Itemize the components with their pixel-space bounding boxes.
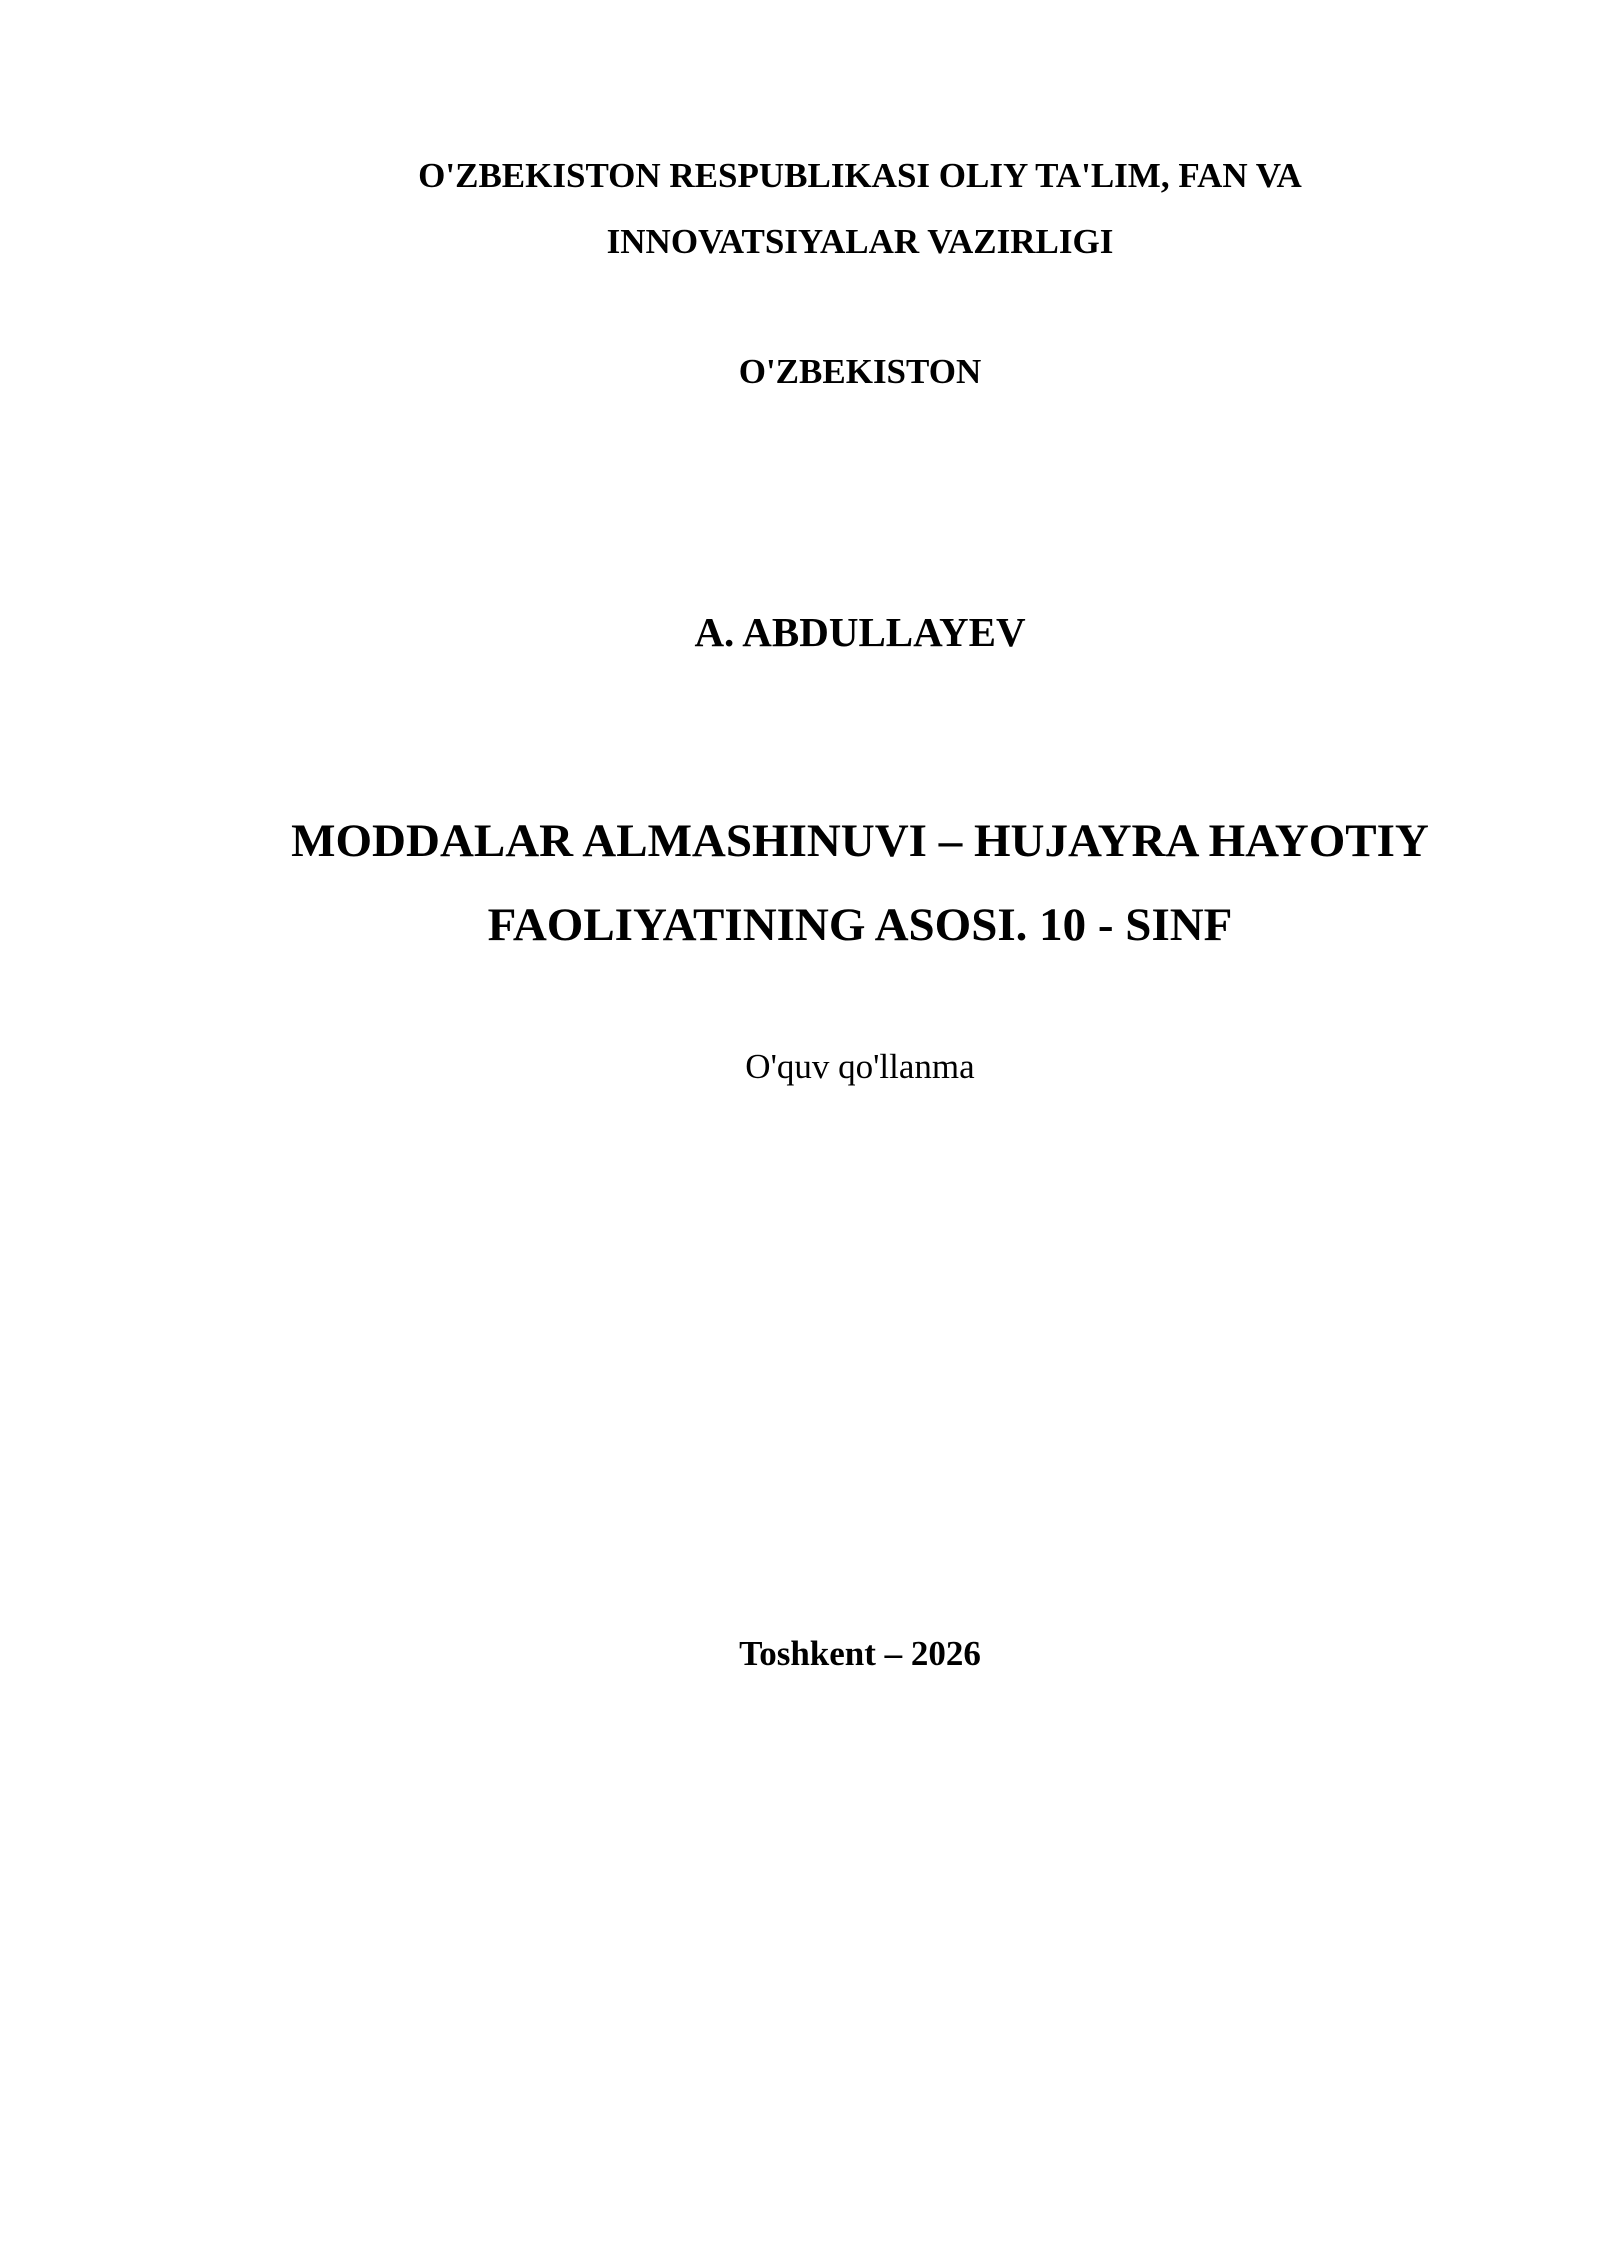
publication-place-year: Toshkent – 2026 xyxy=(739,1634,981,1673)
book-subtitle: O'quv qo'llanma xyxy=(745,1047,975,1086)
book-title-line-2: FAOLIYATINING ASOSI. 10 - SINF xyxy=(487,899,1233,951)
book-title-line-1: MODDALAR ALMASHINUVI – HUJAYRA HAYOTIY xyxy=(291,815,1429,867)
country-name: O'ZBEKISTON xyxy=(738,352,982,391)
ministry-name-line-1: O'ZBEKISTON RESPUBLIKASI OLIY TA'LIM, FAN VA xyxy=(418,156,1302,195)
ministry-name-line-2: INNOVATSIYALAR VAZIRLIGI xyxy=(606,222,1114,261)
author-name: A. ABDULLAYEV xyxy=(694,609,1026,655)
